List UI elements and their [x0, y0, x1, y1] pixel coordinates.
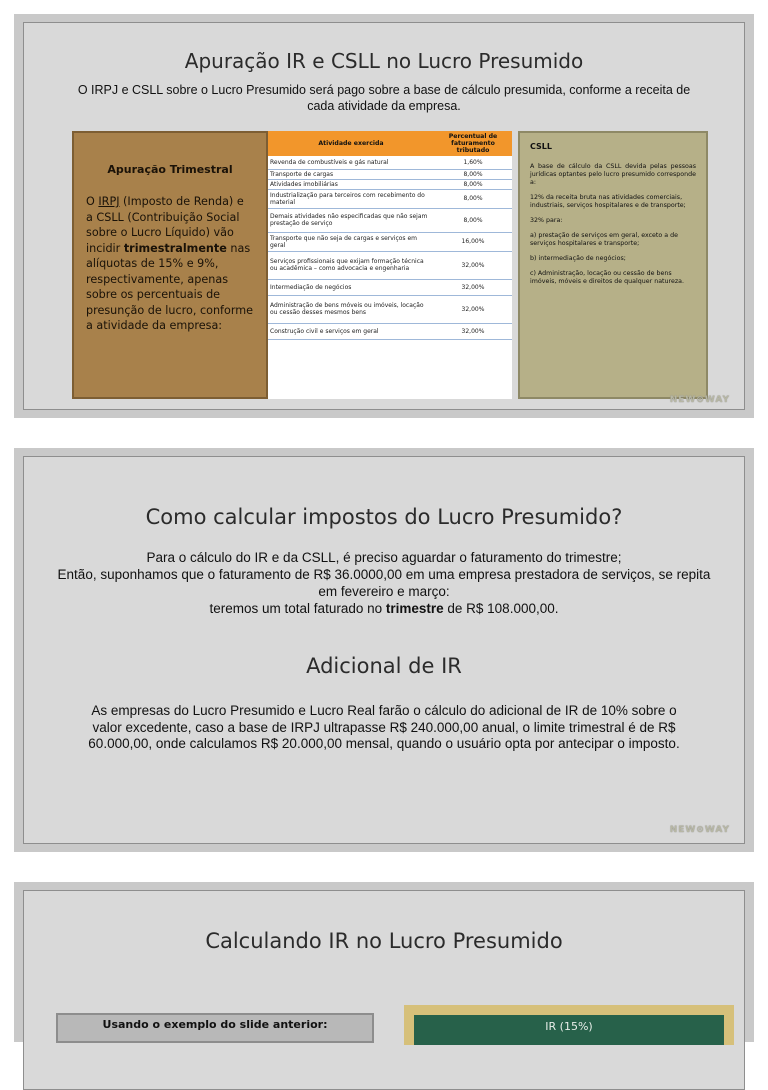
apuracao-heading: Apuração Trimestral — [107, 163, 233, 176]
activity-cell: Transporte que não seja de cargas e serviços em geral — [268, 232, 434, 251]
chalkboard-frame — [404, 1005, 734, 1045]
slide-1-subtitle: O IRPJ e CSLL sobre o Lucro Presumido será pago sobre a base de cálculo presumida, conforme a receita de cada atividade da empresa. — [77, 83, 691, 113]
activity-cell: Industrialização para terceiros com recebimento do material — [268, 189, 434, 208]
activity-cell: Administração de bens móveis ou imóveis, locação ou cessão desses mesmos bens — [268, 295, 434, 323]
table-row — [268, 251, 512, 279]
apuracao-text: O IRPJ (Imposto de Renda) e a CSLL (Contribuição Social sobre o Lucro Líquido) vão incidir trimestralmente nas alíquotas de 15% e 9%, respectivamente, apenas sobre os percentuais de presunção de lucro, conforme a atividade da empresa: — [86, 195, 254, 332]
activity-cell: Atividades imobiliárias — [268, 179, 434, 189]
slide-1-title: Apuração IR e CSLL no Lucro Presumido — [184, 49, 584, 73]
apuracao-trimestral-box — [72, 131, 268, 399]
slide-2-line-3: teremos um total faturado no trimestre de R$ 108.000,00. — [209, 601, 559, 616]
percent-cell: 8,00% — [434, 169, 512, 179]
slide-3-title: Calculando IR no Lucro Presumido — [205, 929, 563, 953]
percent-cell: 8,00% — [434, 208, 512, 232]
slide-2-paragraph: As empresas do Lucro Presumido e Lucro Real farão o cálculo do adicional de IR de 10% sobre o valor excedente, caso a base de IRPJ ultrapasse R$ 240.000,00 anual, o limite trimestral é de R$ 60.000,00, onde calculamos R$ 20.000,00 mensal, quando o usuário opta por antecipar o imposto. — [88, 703, 680, 751]
slide-2-line-2: Então, suponhamos que o faturamento de R$ 36.0000,00 em uma empresa prestadora de serviços, se repita em fevereiro e março: — [57, 567, 711, 599]
table-header-activity: Atividade exercida — [268, 131, 434, 156]
table-row — [268, 189, 512, 208]
slide-2-line-1: Para o cálculo do IR e da CSLL, é preciso aguardar o faturamento do trimestre; — [146, 550, 622, 565]
activity-cell: Intermediação de negócios — [268, 279, 434, 295]
slide-3-frame — [14, 882, 754, 1042]
slide-2 — [23, 456, 745, 844]
table-row — [268, 179, 512, 189]
table-row — [268, 295, 512, 323]
table-body — [268, 156, 512, 339]
activity-cell: Serviços profissionais que exijam formação técnica ou acadêmica – como advocacia e engenharia — [268, 251, 434, 279]
example-box: Usando o exemplo do slide anterior: — [56, 1013, 374, 1043]
table-header-percent: Percentual de faturamento tributado — [434, 131, 512, 156]
table-row — [268, 208, 512, 232]
activity-cell: Revenda de combustíveis e gás natural — [268, 156, 434, 169]
percent-cell: 32,00% — [434, 295, 512, 323]
percent-cell: 32,00% — [434, 323, 512, 339]
slide-2-subtitle: Adicional de IR — [306, 654, 462, 678]
percentual-table — [268, 131, 512, 399]
table-row — [268, 169, 512, 179]
percent-cell: 16,00% — [434, 232, 512, 251]
slide-2-title: Como calcular impostos do Lucro Presumido? — [145, 505, 623, 529]
percent-cell: 1,60% — [434, 156, 512, 169]
csll-p3: 32% para: — [530, 217, 563, 224]
csll-p6: c) Administração, locação ou cessão de bens imóveis, móveis e direitos de qualquer natureza. — [530, 270, 685, 285]
percent-cell: 32,00% — [434, 279, 512, 295]
activity-cell: Demais atividades não especificadas que não sejam prestação de serviço — [268, 208, 434, 232]
csll-p4: a) prestação de serviços em geral, exceto a de serviços hospitalares e transporte; — [530, 232, 678, 247]
percent-cell: 8,00% — [434, 179, 512, 189]
slide-2-frame — [14, 448, 754, 852]
percent-cell: 32,00% — [434, 251, 512, 279]
table-row — [268, 232, 512, 251]
slide-2-text — [52, 549, 716, 617]
slide-3 — [23, 890, 745, 1090]
slide-1 — [23, 22, 745, 410]
slide-1-frame — [14, 14, 754, 418]
newway-logo: NEW⊙WAY — [669, 825, 730, 835]
csll-box — [518, 131, 708, 399]
table-row — [268, 156, 512, 169]
csll-heading: CSLL — [530, 142, 552, 151]
table-row — [268, 279, 512, 295]
chalkboard: IR (15%) — [414, 1015, 724, 1045]
activity-cell: Transporte de cargas — [268, 169, 434, 179]
table-row — [268, 323, 512, 339]
percent-cell: 8,00% — [434, 189, 512, 208]
csll-p2: 12% da receita bruta nas atividades comerciais, industriais, serviços hospitalares e de transporte; — [530, 194, 686, 209]
newway-logo: NEW⊙WAY — [669, 395, 730, 405]
csll-p5: b) intermediação de negócios; — [530, 255, 626, 262]
activity-cell: Construção civil e serviços em geral — [268, 323, 434, 339]
csll-p1: A base de cálculo da CSLL devida pelas pessoas jurídicas optantes pelo lucro presumido corresponde a: — [530, 163, 696, 186]
